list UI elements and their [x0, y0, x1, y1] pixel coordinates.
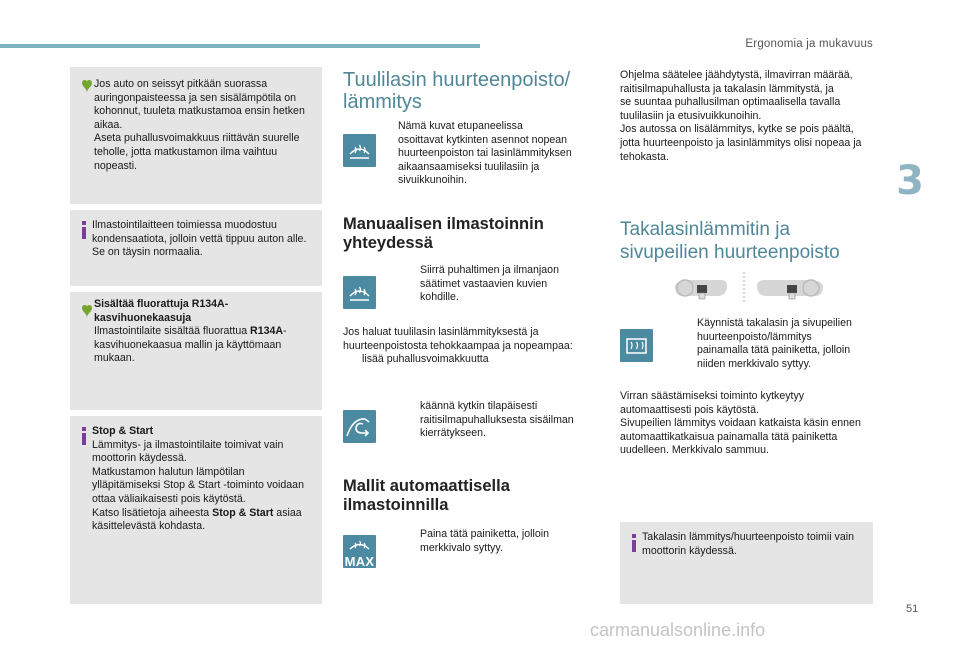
note-line: Takalasin lämmitys/huurteenpoisto toimii vain — [642, 531, 854, 543]
note-line: kondensaatiota, jolloin vettä tippuu auton alle. — [92, 232, 307, 245]
note-line: Lämmitys- ja ilmastointilaite toimivat vain — [92, 438, 284, 451]
text-line: sivuikkunoihin. — [398, 174, 467, 187]
max-demist-button-icon — [343, 535, 376, 568]
note-line: Jos auto on seissyt pitkään suorassa — [94, 78, 268, 90]
note-text: - — [283, 325, 287, 338]
recirculation-step-text — [420, 400, 574, 441]
note-line: kohonnut, tuuleta matkustamoa ensin hetken — [94, 105, 305, 118]
air-recirculation-icon — [343, 410, 376, 443]
text-line: raitisilmapuhallusta ja takalasin lämmitystä, ja — [620, 82, 834, 95]
auto-program-text — [620, 69, 861, 164]
windscreen-demist-icon — [343, 134, 376, 167]
manual-bullet-text: lisää puhallusvoimakkuutta — [362, 353, 489, 365]
heading-line: Mallit automaattisella — [343, 477, 510, 495]
note-line: auringonpaisteessa ja sen sisälämpötila on — [94, 91, 296, 104]
heading-line: yhteydessä — [343, 234, 433, 252]
leaf-icon — [80, 303, 94, 324]
text-line: jotta huurteenpoisto ja lasinlämmitys olisi nopeaa ja — [620, 136, 862, 149]
text-line: Ohjelma säätelee jäähdytystä, ilmavirran määrää, — [620, 69, 853, 81]
note-line: Matkustamon halutun lämpötilan — [92, 465, 245, 478]
watermark: carmanualsonline.info — [590, 620, 766, 640]
text-line: tuulilasiin ja etusivuikkunoihin. — [620, 109, 762, 122]
text-line: Virran säästämiseksi toiminto kytkeytyy — [620, 390, 805, 402]
info-icon — [630, 534, 638, 557]
note-line: ylläpitämiseksi Stop & Start -toiminto voidaan — [92, 479, 304, 492]
text-line: säätimet vastaavien kuvien — [420, 277, 548, 290]
refrigerant-code: R134A — [250, 325, 284, 338]
text-line: Nämä kuvat etupaneelissa — [398, 120, 523, 132]
text-line: automaattikatkaisua painamalla tätä painiketta — [620, 430, 838, 443]
text-line: Jos haluat tuulilasin lasinlämmityksestä ja — [343, 326, 539, 338]
heading-line: Manuaalisen ilmastoinnin — [343, 215, 544, 233]
info-note-stop-start — [70, 416, 322, 604]
note-line: kasvihuonekaasua mallin ja käyttömaan — [94, 338, 282, 351]
note-line: aikaa. — [94, 118, 123, 131]
note-title: Stop & Start — [92, 425, 154, 437]
text-line: uudelleen. Merkkivalo sammuu. — [620, 444, 769, 457]
section-header-title: Ergonomia ja mukavuus — [745, 38, 873, 50]
rear-info-text — [620, 390, 861, 458]
heading-line: ilmastoinnilla — [343, 496, 449, 514]
text-line: raitisilmapuhalluksesta sisäilman — [420, 413, 574, 426]
info-note-condensation — [70, 210, 322, 286]
note-line: Ilmastointilaitteen toimiessa muodostuu — [92, 219, 277, 231]
text-line: huurteenpoistosta tehokkaampaa ja nopeampaa: — [343, 339, 573, 352]
note-line — [94, 325, 316, 339]
text-line: osoittavat kytkinten asennot nopean — [398, 133, 568, 146]
heading-rear-screen-demist — [620, 218, 840, 264]
note-text: Katso lisätietoja aiheesta — [92, 506, 213, 519]
note-line: moottorin käydessä. — [92, 452, 187, 465]
heading-line: lämmitys — [343, 91, 422, 113]
text-line: se suuntaa puhallusilman optimaalisella tavalla — [620, 96, 841, 109]
manual-faster-text — [343, 326, 573, 353]
text-line: huurteenpoiston tai lasinlämmityksen — [398, 147, 572, 160]
leaf-icon — [80, 78, 94, 99]
windscreen-demist-icon — [343, 276, 376, 309]
note-line — [92, 507, 316, 521]
info-note-rear-screen — [620, 522, 873, 604]
note-line: teholle, jotta matkustamon ilma vaihtuu — [94, 145, 278, 158]
text-line: merkkivalo syttyy. — [420, 541, 503, 554]
manual-step-text — [420, 264, 559, 305]
note-line: moottorin käydessä. — [642, 544, 737, 557]
rear-step-text — [697, 317, 852, 371]
text-line: Siirrä puhaltimen ja ilmanjaon — [420, 264, 559, 276]
note-title: Sisältää fluorattuja R134A- — [94, 298, 229, 310]
note-line: käsittelevästä kohdasta. — [92, 520, 206, 533]
eco-note-refrigerant — [70, 292, 322, 410]
note-line: ottaa väliaikaisesti pois käytöstä. — [92, 492, 246, 505]
page-number: 51 — [906, 603, 919, 615]
heading-line: sivupeilien huurteenpoisto — [620, 242, 840, 263]
text-line: aikaansaamiseksi tuulilasiin ja — [398, 160, 540, 173]
heading-line: Takalasinlämmitin ja — [620, 219, 791, 240]
text-line: huurteenpoisto/lämmitys — [697, 330, 812, 343]
info-icon — [80, 427, 88, 450]
text-line: painamalla tätä painiketta, jolloin — [697, 344, 851, 357]
text-line: automaattisesti pois käytöstä. — [620, 403, 759, 416]
heading-windscreen-demist — [343, 69, 570, 113]
note-text: asiaa — [273, 506, 302, 519]
note-line: Se on täysin normaalia. — [92, 246, 203, 259]
text-line: Sivupeilien lämmitys voidaan katkaista käsin ennen — [620, 417, 861, 430]
info-icon — [80, 221, 88, 244]
rear-screen-demist-icon — [620, 329, 653, 362]
heading-line: Tuulilasin huurteenpoisto/ — [343, 69, 571, 91]
text-line: kohdille. — [420, 291, 459, 304]
text-line: tehokasta. — [620, 150, 669, 163]
text-line: niiden merkkivalo syttyy. — [697, 357, 812, 370]
intro-text — [398, 120, 572, 188]
text-line: Käynnistä takalasin ja sivupeilien — [697, 317, 852, 329]
note-line: mukaan. — [94, 352, 135, 365]
auto-step-text — [420, 528, 549, 555]
text-line: kierrätykseen. — [420, 427, 486, 440]
max-label: MAX — [344, 554, 375, 569]
note-line: Aseta puhallusvoimakkuus riittävän suurelle — [94, 132, 300, 145]
chapter-number: 3 — [896, 158, 924, 204]
note-title: kasvihuonekaasuja — [94, 311, 192, 324]
text-line: Paina tätä painiketta, jolloin — [420, 528, 549, 540]
cross-reference-link[interactable]: Stop & Start — [212, 506, 274, 519]
note-line: nopeasti. — [94, 159, 137, 172]
heading-manual-ac — [343, 215, 544, 253]
note-text: Ilmastointilaite sisältää fluorattua — [94, 325, 251, 338]
side-mirror-illustration — [669, 272, 829, 309]
heading-automatic-ac — [343, 477, 510, 515]
text-line: käännä kytkin tilapäisesti — [420, 400, 538, 412]
header-accent-bar — [0, 44, 480, 48]
eco-tip-sun — [70, 67, 322, 204]
text-line: Jos autossa on lisälämmitys, kytke se pois päältä, — [620, 123, 854, 136]
